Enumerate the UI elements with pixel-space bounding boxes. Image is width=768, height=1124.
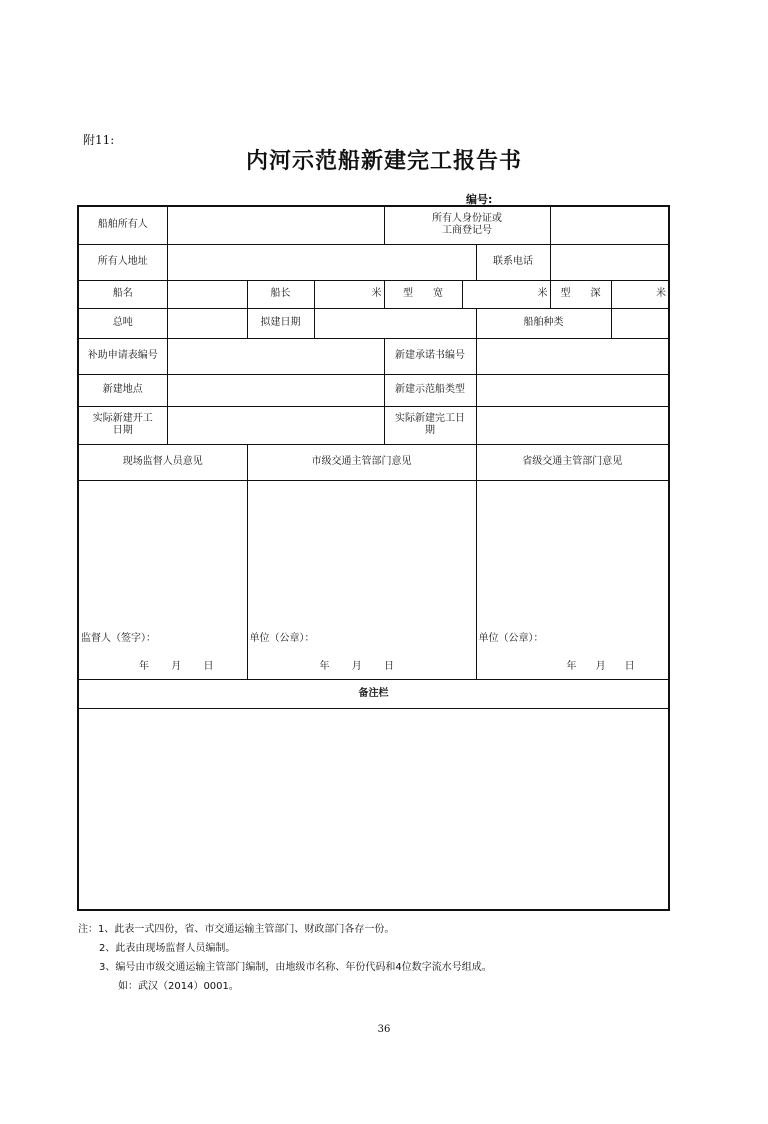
depth-field[interactable] (611, 280, 669, 308)
tonnage-label: 总吨 (78, 308, 167, 338)
note-1: 注：1、此表一式四份，省、市交通运输主管部门、财政部门各存一份。 (78, 924, 395, 935)
ship-name-field[interactable] (167, 280, 247, 308)
form-row-dimensions (78, 280, 669, 308)
start-date-field[interactable] (167, 406, 384, 444)
city-opinion-box[interactable] (247, 480, 476, 679)
subsidy-no-label: 补助申请表编号 (78, 338, 167, 374)
document-title: 内河示范船新建完工报告书 (245, 148, 522, 174)
form-row-opinions (78, 480, 669, 679)
attachment-label: 附11: (83, 133, 115, 147)
ship-type-field[interactable] (611, 308, 669, 338)
note-example: 如：武汉（2014）0001。 (118, 981, 239, 992)
planned-date-label: 拟建日期 (247, 308, 314, 338)
city-date (320, 661, 395, 673)
site-opinion-box[interactable] (78, 480, 247, 679)
province-year: 年 (566, 660, 577, 672)
ship-name-label: 船名 (78, 280, 167, 308)
note-2: 2、此表由现场监督人员编制。 (99, 943, 236, 954)
owner-field[interactable] (167, 206, 384, 244)
tonnage-field[interactable] (167, 308, 247, 338)
ship-type-label: 船舶种类 (476, 308, 611, 338)
site-day: 日 (203, 660, 214, 672)
completion-report-form (77, 205, 670, 911)
city-opinion-label: 市级交通主管部门意见 (247, 444, 476, 480)
phone-field[interactable] (550, 244, 669, 280)
form-row-remarks-header (78, 679, 669, 708)
remarks-field[interactable] (78, 708, 669, 910)
build-site-field[interactable] (167, 374, 384, 406)
owner-label: 船舶所有人 (78, 206, 167, 244)
form-row-tonnage (78, 308, 669, 338)
length-field[interactable] (314, 280, 384, 308)
form-row-numbers (78, 338, 669, 374)
width-unit: 米 (537, 288, 548, 299)
notes-block (78, 920, 492, 996)
width-label: 型 宽 (384, 280, 462, 308)
length-unit: 米 (371, 288, 382, 299)
city-month: 月 (351, 660, 362, 672)
finish-date-field[interactable] (476, 406, 669, 444)
site-year: 年 (139, 660, 149, 672)
planned-date-field[interactable] (314, 308, 476, 338)
start-date-label: 实际新建开工 日期 (78, 406, 167, 444)
city-year: 年 (319, 660, 330, 672)
phone-label: 联系电话 (476, 244, 550, 280)
id-label: 所有人身份证或 工商登记号 (384, 206, 550, 244)
site-month: 月 (171, 660, 182, 672)
address-field[interactable] (167, 244, 476, 280)
form-row-owner (78, 206, 669, 244)
depth-unit: 米 (656, 288, 666, 299)
supervisor-sign-label: 监督人（签字）： (81, 632, 156, 644)
site-date (139, 661, 214, 673)
depth-label: 型 深 (550, 280, 611, 308)
length-label: 船长 (247, 280, 314, 308)
width-field[interactable] (462, 280, 550, 308)
address-label: 所有人地址 (78, 244, 167, 280)
remarks-label: 备注栏 (78, 679, 669, 708)
commitment-no-field[interactable] (476, 338, 669, 374)
province-day: 日 (624, 660, 635, 672)
form-row-opinion-headers (78, 444, 669, 480)
province-month: 月 (595, 660, 606, 672)
province-opinion-label: 省级交通主管部门意见 (476, 444, 669, 480)
form-row-address (78, 244, 669, 280)
province-date (567, 661, 635, 673)
form-row-remarks (78, 708, 669, 910)
page-number: 36 (377, 1024, 391, 1035)
province-opinion-box[interactable] (476, 480, 669, 679)
build-site-label: 新建地点 (78, 374, 167, 406)
subsidy-no-field[interactable] (167, 338, 384, 374)
form-row-site (78, 374, 669, 406)
demo-type-label: 新建示范船类型 (384, 374, 476, 406)
demo-type-field[interactable] (476, 374, 669, 406)
form-row-dates (78, 406, 669, 444)
number-label: 编号: (466, 193, 493, 206)
id-field[interactable] (550, 206, 669, 244)
province-seal-label: 单位（公章）： (478, 632, 544, 644)
commitment-no-label: 新建承诺书编号 (384, 338, 476, 374)
city-seal-label: 单位（公章）： (249, 632, 315, 644)
site-opinion-label: 现场监督人员意见 (78, 444, 247, 480)
finish-date-label: 实际新建完工日 期 (384, 406, 476, 444)
city-day: 日 (384, 660, 395, 672)
note-3: 3、编号由市级交通运输主管部门编制，由地级市名称、年份代码和4位数字流水号组成。 (99, 962, 492, 973)
